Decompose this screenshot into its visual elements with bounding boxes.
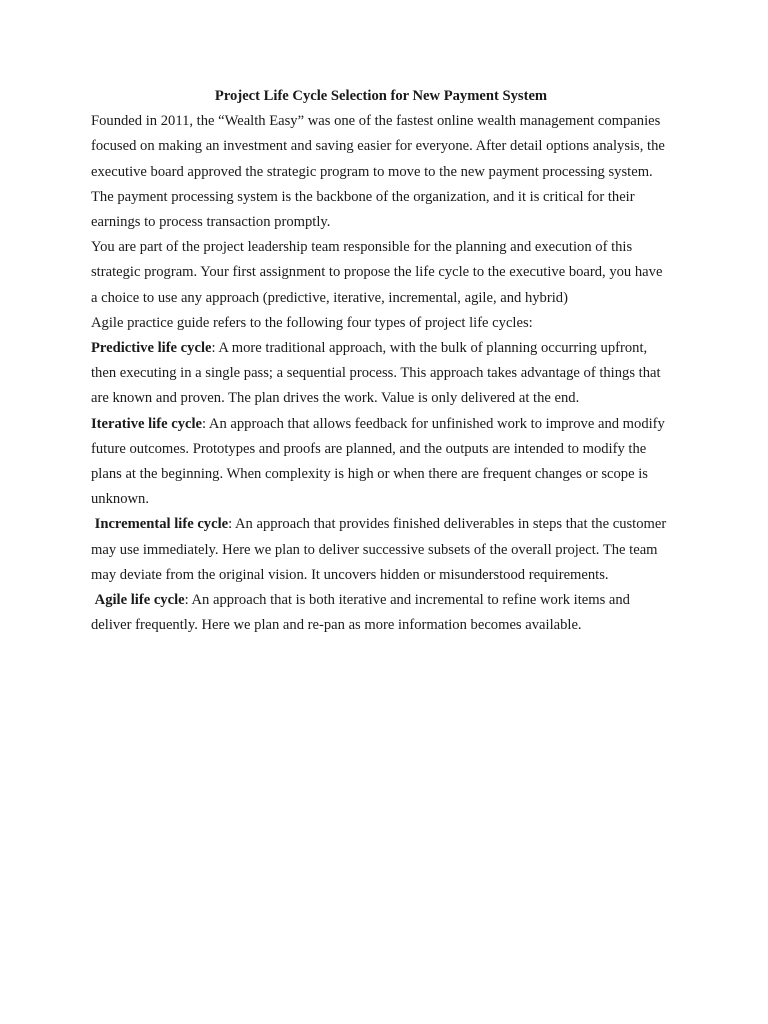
agile-life-cycle-description: : An approach that is both iterative and incremental to refine work items and deliver frequently. Here we plan and re-pan as more information becomes available. [91, 592, 634, 634]
agile-life-cycle-paragraph [91, 588, 671, 638]
document-body [91, 84, 671, 638]
iterative-life-cycle-term: Iterative life cycle [91, 415, 203, 432]
assignment-paragraph: You are part of the project leadership team responsible for the planning and execution of this strategic program. Your first assignment to propose the life cycle to the executive board, you have a choice to use any approach (predictive, iterative, incremental, agile, and hybrid) [91, 239, 663, 306]
guide-paragraph: Agile practice guide refers to the following four types of project life cycles: [91, 314, 533, 331]
intro-paragraph: Founded in 2011, the “Wealth Easy” was one of the fastest online wealth management companies focused on making an investment and saving easier for everyone. After detail options analysis, the executive board approved the strategic program to move to the new payment processing system. The payment processing system is the backbone of the organization, and it is critical for their earnings to process transaction promptly. [91, 113, 665, 231]
predictive-life-cycle-paragraph [91, 336, 671, 412]
predictive-life-cycle-description: : A more traditional approach, with the bulk of planning occurring upfront, then executing in a single pass; a sequential process. This approach takes advantage of things that are known and proven. The plan drives the work. Value is only delivered at the end. [91, 340, 665, 407]
iterative-life-cycle-paragraph [91, 412, 671, 513]
predictive-life-cycle-term: Predictive life cycle [91, 340, 212, 357]
document-title: Project Life Cycle Selection for New Payment System [214, 88, 548, 104]
iterative-life-cycle-description: : An approach that allows feedback for unfinished work to improve and modify future outcomes. Prototypes and proofs are planned, and the outputs are intended to modify the plans at the beginning. When complexity is high or when there are frequent changes or scope is unknown. [91, 415, 669, 508]
agile-life-cycle-term: Agile life cycle [91, 592, 185, 609]
incremental-life-cycle-description: : An approach that provides finished deliverables in steps that the customer may use immediately. Here we plan to deliver successive subsets of the overall project. The team may deviate from the original vision. It uncovers hidden or misunderstood requirements. [91, 516, 670, 583]
incremental-life-cycle-paragraph [91, 512, 671, 588]
incremental-life-cycle-term: Incremental life cycle [91, 516, 229, 533]
